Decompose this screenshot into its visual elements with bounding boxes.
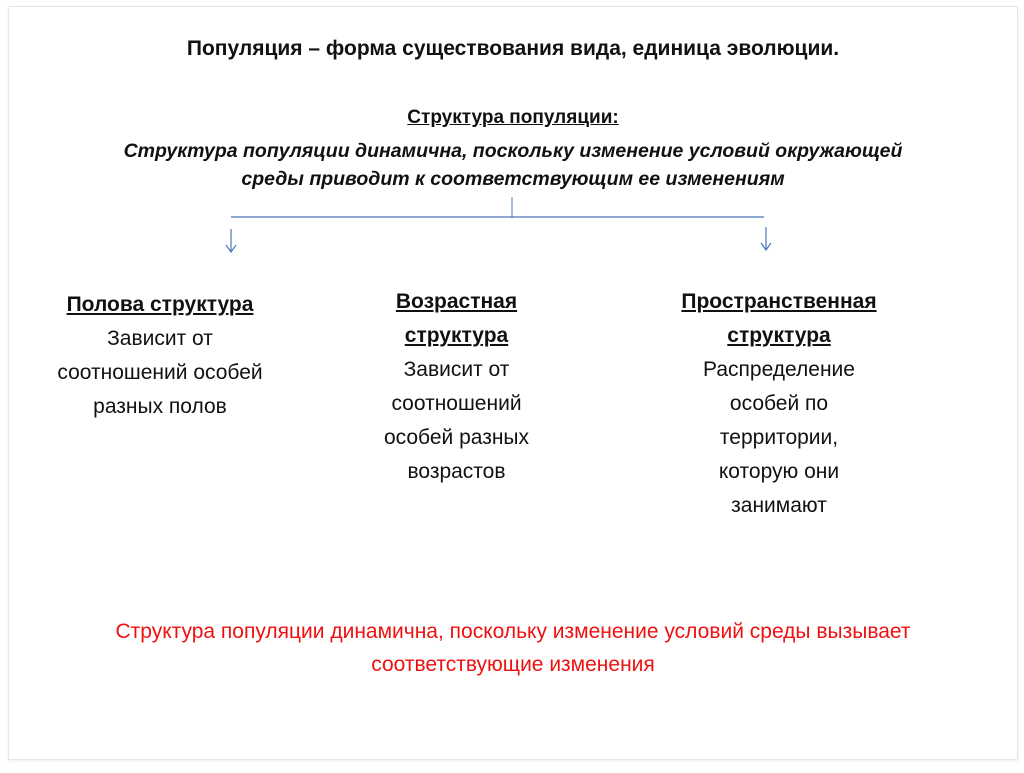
- branch-heading: Полова структура: [66, 293, 254, 316]
- branch-heading: Пространственная структура: [681, 290, 877, 347]
- branch-description: Распределение особей по территории, которую они занимают: [703, 358, 855, 517]
- structure-subtitle: Структура популяции:: [407, 107, 619, 128]
- branch-spatial-structure: [644, 285, 914, 523]
- slide-title: Популяция – форма существования вида, единица эволюции.: [186, 37, 840, 60]
- branch-sex-structure: [29, 288, 291, 424]
- right-arrow-icon: [761, 227, 771, 250]
- structure-statement: Структура популяции динамична, поскольку изменение условий окружающей среды приводит к соответствующим ее изменениям: [123, 140, 903, 190]
- branch-heading: Возрастная структура: [395, 290, 518, 347]
- slide: [8, 6, 1018, 760]
- branch-age-structure: [354, 285, 559, 489]
- footer-note: Структура популяции динамична, поскольку изменение условий среды вызывает соответствующие изменения: [115, 620, 911, 676]
- branch-description: Зависит от соотношений особей разных возрастов: [383, 358, 530, 483]
- left-arrow-icon: [226, 229, 236, 252]
- branch-description: Зависит от соотношений особей разных полов: [57, 327, 263, 418]
